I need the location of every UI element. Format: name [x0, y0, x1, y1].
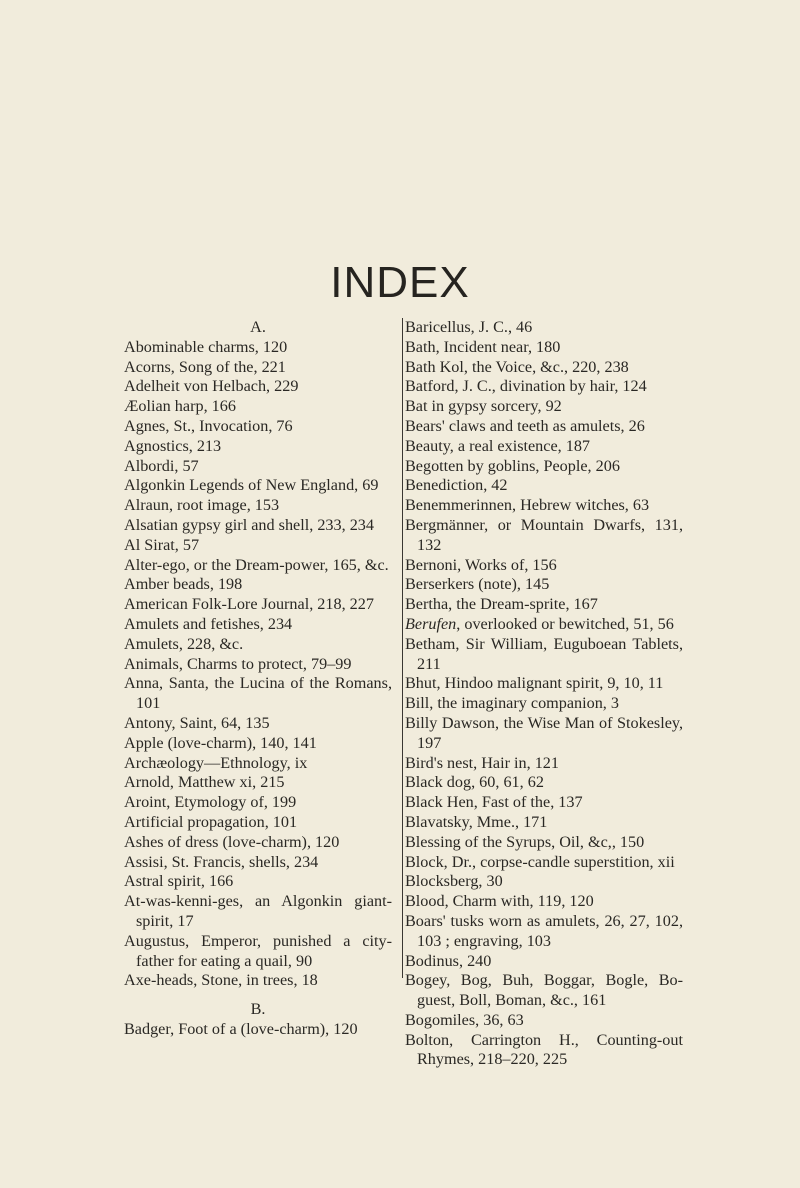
- index-entry: Acorns, Song of the, 221: [124, 357, 286, 376]
- index-entry: Antony, Saint, 64, 135: [124, 713, 270, 732]
- index-entry: Blessing of the Syrups, Oil, &c,, 150: [405, 832, 645, 851]
- index-entry: Ashes of dress (love-charm), 120: [124, 832, 340, 851]
- index-entry: Bogey, Bog, Buh, Boggar, Bogle, Bo-guest, Boll, Boman, &c., 161: [405, 971, 683, 1010]
- section-letter: A.: [250, 318, 266, 336]
- index-entry: Benediction, 42: [405, 476, 508, 495]
- index-entry: Blavatsky, Mme., 171: [405, 812, 548, 831]
- index-entry: Alraun, root image, 153: [124, 496, 280, 515]
- index-entry: Alsatian gypsy girl and shell, 233, 234: [124, 515, 374, 534]
- index-entry: Beauty, a real existence, 187: [405, 436, 591, 455]
- index-entry: Amulets, 228, &c.: [124, 634, 244, 653]
- index-entry-term: Berufen: [405, 614, 457, 633]
- index-entry: Agnostics, 213: [124, 436, 222, 455]
- index-entry: Æolian harp, 166: [124, 397, 236, 416]
- index-entry: Baricellus, J. C., 46: [405, 318, 533, 336]
- index-entry: Black Hen, Fast of the, 137: [405, 793, 583, 812]
- index-entry: Astral spirit, 166: [124, 872, 234, 891]
- index-entry: Bodinus, 240: [405, 951, 492, 970]
- index-entry: Bill, the imaginary companion, 3: [405, 694, 619, 713]
- index-entry: Billy Dawson, the Wise Man of Stokesley, 197: [405, 713, 683, 752]
- index-entry: Bath Kol, the Voice, &c., 220, 238: [405, 357, 629, 376]
- index-entry: Bertha, the Dream-sprite, 167: [405, 595, 598, 614]
- index-entry: Block, Dr., corpse-candle superstition, xii: [405, 852, 675, 871]
- index-entry: Begotten by goblins, People, 206: [405, 456, 620, 475]
- index-entry: Animals, Charms to protect, 79–99: [124, 654, 352, 673]
- index-entry: Bernoni, Works of, 156: [405, 555, 557, 574]
- index-entry: Apple (love-charm), 140, 141: [124, 733, 317, 752]
- index-entry: Bat in gypsy sorcery, 92: [405, 397, 562, 416]
- index-entry: [405, 615, 683, 635]
- index-entry: Abominable charms, 120: [124, 337, 288, 356]
- index-entry: Axe-heads, Stone, in trees, 18: [124, 971, 318, 990]
- index-entry: Boars' tusks worn as amulets, 26, 27, 102, 103 ; engraving, 103: [405, 911, 683, 950]
- index-entry: Arnold, Matthew xi, 215: [124, 773, 285, 792]
- index-column-left: [124, 318, 392, 1040]
- index-entry: Anna, Santa, the Lucina of the Romans, 101: [124, 674, 392, 713]
- index-entry: Assisi, St. Francis, shells, 234: [124, 852, 319, 871]
- index-entry: Berserkers (note), 145: [405, 575, 550, 594]
- index-entry: Archæology—Ethnology, ix: [124, 753, 308, 772]
- index-entry: Algonkin Legends of New England, 69: [124, 476, 379, 495]
- index-entry: Betham, Sir William, Euguboean Tablets, 211: [405, 634, 683, 673]
- index-entry: Blood, Charm with, 119, 120: [405, 892, 594, 911]
- index-entry: Adelheit von Helbach, 229: [124, 377, 299, 396]
- index-entry: Artificial propagation, 101: [124, 812, 298, 831]
- index-entry: American Folk-Lore Journal, 218, 227: [124, 595, 374, 614]
- index-entry: Badger, Foot of a (love-charm), 120: [124, 1019, 358, 1038]
- index-entry: Al Sirat, 57: [124, 535, 200, 554]
- index-entry: Bolton, Carrington H., Counting-out Rhymes, 218–220, 225: [405, 1030, 683, 1069]
- page-title: INDEX: [330, 258, 470, 307]
- index-entry: Bird's nest, Hair in, 121: [405, 753, 559, 772]
- index-entry: Bears' claws and teeth as amulets, 26: [405, 416, 645, 435]
- index-entry: Batford, J. C., divination by hair, 124: [405, 377, 647, 396]
- section-gap: [124, 991, 392, 1000]
- index-entry-text: , overlooked or bewitched, 51, 56: [456, 614, 674, 633]
- index-entry: Bhut, Hindoo malignant spirit, 9, 10, 11: [405, 674, 664, 693]
- index-entry: Alter-ego, or the Dream-power, 165, &c.: [124, 555, 389, 574]
- index-entry: Amulets and fetishes, 234: [124, 614, 293, 633]
- index-entry: Agnes, St., Invocation, 76: [124, 416, 293, 435]
- index-entry: Black dog, 60, 61, 62: [405, 773, 544, 792]
- section-letter: B.: [250, 1000, 266, 1019]
- index-entry: Augustus, Emperor, punished a city-father for eating a quail, 90: [124, 931, 392, 970]
- index-entry: Aroint, Etymology of, 199: [124, 793, 297, 812]
- index-entry: Blocksberg, 30: [405, 872, 503, 891]
- index-entry: Amber beads, 198: [124, 575, 243, 594]
- index-entry: At-was-kenni-ges, an Algonkin giant-spirit, 17: [124, 892, 392, 930]
- index-entry: Bergmänner, or Mountain Dwarfs, 131, 132: [405, 515, 683, 554]
- index-entry: Bogomiles, 36, 63: [405, 1010, 524, 1029]
- index-entry: Albordi, 57: [124, 456, 199, 475]
- index-entry: Benemmerinnen, Hebrew witches, 63: [405, 496, 650, 515]
- index-column-right: [402, 318, 683, 1069]
- index-entry: Bath, Incident near, 180: [405, 337, 561, 356]
